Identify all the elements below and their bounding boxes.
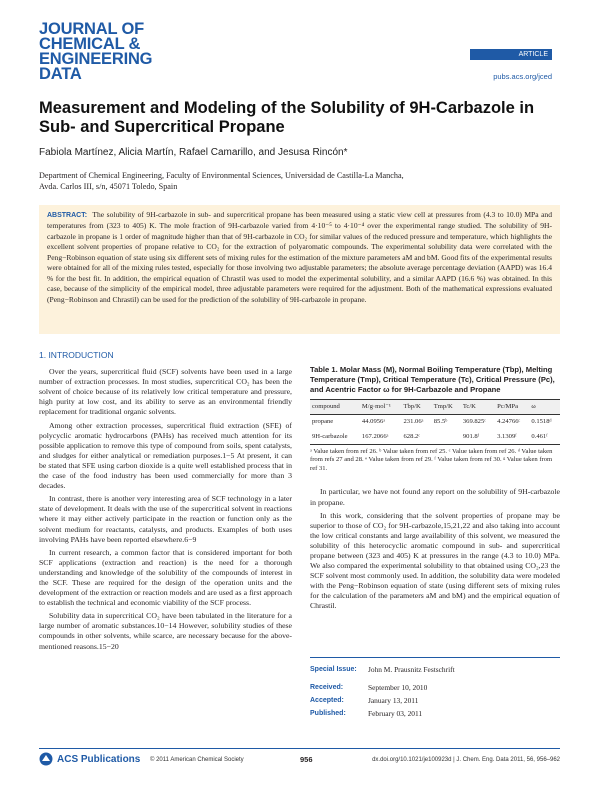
table-header-cell: M/g·mol⁻¹ xyxy=(360,400,402,415)
affiliation xyxy=(39,171,439,192)
abstract-box xyxy=(39,205,560,334)
table-header-cell: compound xyxy=(310,400,360,415)
table-cell: 44.0956ᵃ xyxy=(361,418,386,426)
table-cell xyxy=(432,430,461,445)
acs-mark-icon xyxy=(39,752,53,766)
table-row xyxy=(310,430,560,445)
published-date: February 03, 2011 xyxy=(368,709,423,718)
received-row xyxy=(310,681,560,694)
journal-logo-line3: ENGINEERING xyxy=(39,50,153,68)
special-issue-label: Special Issue: xyxy=(310,666,357,673)
table-cell: propane xyxy=(312,418,334,426)
table-row xyxy=(310,415,560,430)
accepted-date: January 13, 2011 xyxy=(368,696,419,705)
table-footnotes: ᵃ Value taken from ref 26. ᵇ Value taken from ref 25. ᶜ Value taken from ref 26. ᵈ Value taken from refs 27 and 28. ᵉ Value taken from ref 29. ᶠ Value taken from ref 30. ᵍ Value taken from ref 31. xyxy=(310,447,553,472)
received-label: Received: xyxy=(310,684,344,691)
table-header-cell: Tc/K xyxy=(461,400,495,415)
abstract-text: The solubility of 9H-carbazole in sub- and supercritical propane has been measured using a static view cell at pressures from (4.3 to 10.0) MPa and temperatures from (323 to 405) K. The mole fraction of 9H-carbazole varied from 4·10⁻⁵ to 4·10⁻⁴ over the experimental range studied. The solubility of 9H-carbazole in propane is 1 order of magnitude higher than that of 9H-carbazole in CO₂ for similar values of the reduced pressure and temperature, which highlights the excellent solvent properties of propane relative to CO₂ for the extraction of polyaromatic compounds. The experimental solubility data were correlated with the Peng−Robinson equation of state using six different sets of mixing rules for the estimation of the mixture parameters aM and bM. Good fits of the experimental results were obtained for all of the mixing rules tested, especially for those involving two adjustable parameters; the absolute average percentage deviation (AAPD) was 16.4 % for the best fit. In addition, the empirical equation of Chrastil was used to model the experimental solubility, and a similar AAPD (16.6 %) was obtained. In this case, because of the simplicity of the empirical model, three adjustable parameters were required for the adjustment. Both of the mathematical expressions evaluated (Peng−Robinson and Chrastil) can be used for the prediction of the solubility of 9H-carbazole in propane. xyxy=(47,210,552,304)
table-cell: 85.5ᵇ xyxy=(433,418,448,426)
table-cell: 369.825ᶜ xyxy=(462,418,486,426)
special-issue-row xyxy=(310,663,560,676)
journal-logo-line2: CHEMICAL & xyxy=(39,35,141,53)
table-header-cell: Pc/MPa xyxy=(495,400,529,415)
right-column xyxy=(310,365,560,612)
table-header-cell: Tbp/K xyxy=(401,400,431,415)
body-paragraph: In particular, we have not found any report on the solubility of 9H-carbazole in propane. xyxy=(310,487,560,507)
article-title: Measurement and Modeling of the Solubility of 9H-Carbazole in Sub- and Supercritical Propane xyxy=(39,99,535,136)
body-paragraph: Over the years, supercritical fluid (SCF) solvents have been used in a large number of extraction processes. In most studies, supercritical CO₂ has been the solvent of choice because of its relatively low critical temperature and pressure, high purity at low cost, and its ability to serve as an environmental friendly replacement for traditional organic solvents. xyxy=(39,367,292,417)
introduction-heading: 1. INTRODUCTION xyxy=(39,350,114,360)
article-type-tag: ARTICLE xyxy=(470,49,552,60)
table-cell: 0.1518ᵈ xyxy=(531,418,552,426)
body-paragraph: In this work, considering that the solvent properties of propane may be superior to those of CO₂ for 9H-carbazole,15,21,22 and also taking into account the low critical constants and large availability of this solvent, we measured the solubility of this heterocyclic aromatic compound in sub- and supercritical propane between (323 and 405) K at pressures in the range (4.3 to 10.0) MPa. We also compared the experimental solubility to that obtained using CO₂,23 the SCF solvent most commonly used. In addition, the solubility data were modeled with the Peng−Robinson equation of state (using different sets of mixing rules for the calculation of the parameters aM and bM) and the empirical equation of Chrastil. xyxy=(310,510,560,611)
table-cell: 4.24766ᶜ xyxy=(497,418,521,426)
table-header-row xyxy=(310,400,560,415)
published-label: Published: xyxy=(310,710,346,717)
table-cell: 167.2066ᵃ xyxy=(360,430,402,445)
accepted-row xyxy=(310,694,560,707)
body-paragraph: In current research, a common factor that is considered important for both SCF applications (extraction and reaction) is the need for a thorough understanding and knowledge of the solubility of the compounds of interest in the SCF. These are required for the design of the operation units and the development of the extraction or reaction models and are used as a first approach to establish the technical and economic viability of the SCF process. xyxy=(39,547,292,608)
body-paragraph: Solubility data in supercritical CO₂ have been tabulated in the literature for a large number of aromatic substances.10−14 However, solubility studies of these compounds in other solvents, while scarce, are necessary because for the above-mentioned reasons.15−20 xyxy=(39,611,292,651)
abstract-label: ABSTRACT: xyxy=(47,212,88,219)
left-column xyxy=(39,350,292,652)
published-row xyxy=(310,707,560,720)
footer-divider xyxy=(39,748,560,749)
properties-table xyxy=(310,399,560,444)
accepted-label: Accepted: xyxy=(310,697,344,704)
journal-logo-line4: DATA xyxy=(39,65,82,83)
table-cell: 231.06ᵃ xyxy=(403,418,424,426)
publisher-name: ACS Publications xyxy=(57,753,141,765)
journal-logo-line1: JOURNAL OF xyxy=(39,20,144,38)
author-list: Fabiola Martínez, Alicia Martín, Rafael Camarillo, and Jesusa Rincón* xyxy=(39,147,348,158)
special-issue-value: John M. Prausnitz Festschrift xyxy=(368,665,455,674)
body-paragraph: Among other extraction processes, supercritical fluid extraction (SFE) of polycyclic aromatic hydrocarbons (PAHs) has received much attention for its possible application to remove this type of compound from soils, spent catalysts, and sludges for either analytical or remediation purposes.1−5 At present, it can be stated that SFE using carbon dioxide is a quite well established process that in the case of the food industry has been used commercially for more than 3 decades. xyxy=(39,420,292,491)
table-cell: 0.461ᶠ xyxy=(529,430,560,445)
table-caption: Table 1. Molar Mass (M), Normal Boiling Temperature (Tbp), Melting Temperature (Tmp), Critical Temperature (Tc), Critical Pressure (Pc), and Acentric Factor ω for 9H-Carbazole and Propane xyxy=(310,365,555,394)
acs-publications-logo[interactable] xyxy=(39,752,140,766)
table-cell: 628.2ᶜ xyxy=(401,430,431,445)
body-paragraph: In contrast, there is another very interesting area of SCF technology in a later state of development. It deals with the use of the supercritical solvent in reactions where it may either actively participate in the reaction or function only as the solvent medium for reactants, catalysts, and products. Examples of both uses involving PAHs have been reported elsewhere.6−9 xyxy=(39,494,292,544)
affiliation-line: Avda. Carlos III, s/n, 45071 Toledo, Spain xyxy=(39,181,178,191)
page-number: 956 xyxy=(300,755,313,764)
affiliation-line: Department of Chemical Engineering, Faculty of Environmental Sciences, Universidad de Castilla-La Mancha, xyxy=(39,171,404,180)
journal-url[interactable]: pubs.acs.org/jced xyxy=(493,72,552,81)
table-header-cell: ω xyxy=(529,400,560,415)
article-history xyxy=(310,657,560,720)
table-cell: 9H-carbazole xyxy=(310,430,360,445)
table-cell: 901.8ᶠ xyxy=(461,430,495,445)
journal-logo xyxy=(39,22,199,82)
table-header-cell: Tmp/K xyxy=(432,400,461,415)
received-date: September 10, 2010 xyxy=(368,683,428,692)
doi-citation[interactable]: dx.doi.org/10.1021/je100923d | J. Chem. Eng. Data 2011, 56, 956–962 xyxy=(372,757,560,763)
table-cell: 3.1309ᶠ xyxy=(495,430,529,445)
copyright-notice: © 2011 American Chemical Society xyxy=(150,757,244,763)
